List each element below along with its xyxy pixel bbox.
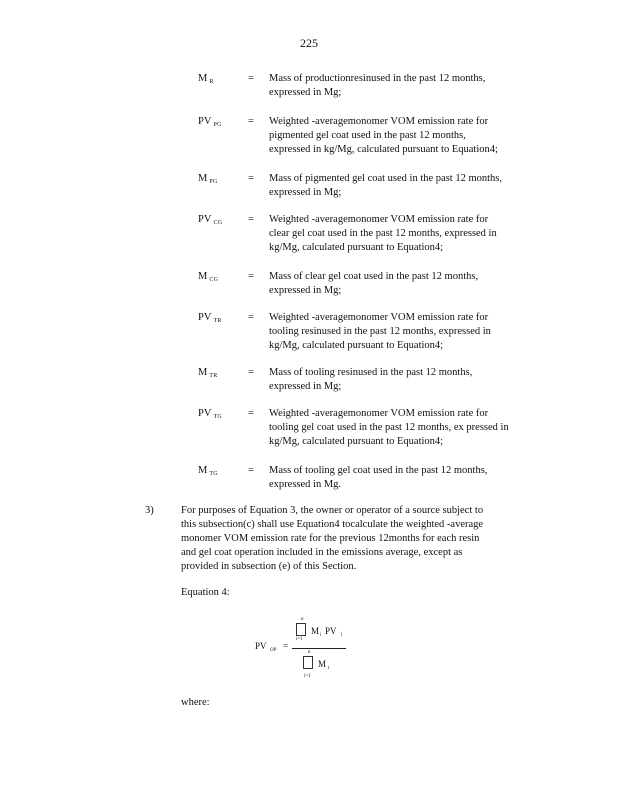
definition-line: Weighted -averagemonomer VOM emission rate for: [269, 312, 489, 323]
symbol-subscript: PG: [209, 179, 218, 185]
symbol-base: PV: [198, 214, 212, 225]
paragraph-line: this subsection(c) shall use Equation4 tocalculate the weighted -average: [181, 519, 484, 530]
definition-line: kg/Mg, calculated pursuant to Equation4;: [269, 436, 444, 447]
definition-line: Mass of clear gel coat used in the past 12 months,: [269, 271, 479, 282]
symbol-base: M: [198, 367, 208, 378]
definition-line: Mass of pigmented gel coat used in the past 12 months,: [269, 173, 503, 184]
definition-line: Weighted -averagemonomer VOM emission rate for: [269, 214, 489, 225]
numerator-mass-term: M: [311, 626, 320, 636]
symbol-base: M: [198, 173, 208, 184]
equation-label: Equation 4:: [181, 587, 230, 598]
definition-line: clear gel coat used in the past 12 months, expressed in: [269, 228, 497, 239]
definition-line: expressed in Mg;: [269, 285, 342, 296]
symbol-subscript: CG: [209, 277, 219, 283]
formula-lhs-subscript: OP: [270, 648, 277, 653]
numerator-sum-upper-limit: n: [301, 617, 304, 622]
definition-line: Weighted -averagemonomer VOM emission rate for: [269, 116, 489, 127]
fraction-bar: [292, 648, 346, 649]
definition-line: tooling resinused in the past 12 months, expressed in: [269, 326, 491, 337]
formula-lhs: PV: [255, 641, 267, 651]
definition-line: kg/Mg, calculated pursuant to Equation4;: [269, 340, 444, 351]
definition-line: tooling gel coat used in the past 12 months, ex pressed in: [269, 422, 509, 433]
numerator-sum-lower-limit: i=1: [296, 637, 303, 642]
definition-equals: =: [248, 173, 254, 184]
definition-line: expressed in kg/Mg, calculated pursuant to Equation4;: [269, 144, 498, 155]
denominator-mass-subscript: i: [328, 666, 330, 671]
definition-line: pigmented gel coat used in the past 12 months,: [269, 130, 466, 141]
symbol-subscript: TG: [213, 414, 223, 420]
definition-equals: =: [248, 367, 254, 378]
numerator-pv-subscript: i: [341, 633, 343, 638]
symbol-base: M: [198, 271, 208, 282]
definition-line: expressed in Mg;: [269, 187, 342, 198]
symbol-subscript: TR: [213, 318, 222, 324]
page-number: 225: [300, 36, 318, 50]
where-label: where:: [181, 697, 210, 708]
definition-line: expressed in Mg;: [269, 87, 342, 98]
symbol-subscript: R: [209, 79, 214, 85]
symbol-subscript: CG: [213, 220, 223, 226]
definition-line: expressed in Mg.: [269, 479, 342, 490]
denominator-sum-lower-limit: i=1: [304, 674, 311, 679]
summation-icon: [303, 656, 313, 669]
definition-equals: =: [248, 312, 254, 323]
summation-icon: [296, 623, 306, 636]
definition-equals: =: [248, 116, 254, 127]
symbol-base: M: [198, 73, 208, 84]
definition-line: Weighted -averagemonomer VOM emission rate for: [269, 408, 489, 419]
numerator-mass-subscript: i: [320, 633, 322, 638]
definition-equals: =: [248, 465, 254, 476]
paragraph-line: monomer VOM emission rate for the previous 12months for each resin: [181, 533, 480, 544]
symbol-base: PV: [198, 312, 212, 323]
denominator-sum-upper-limit: n: [308, 650, 311, 655]
definition-line: Mass of tooling gel coat used in the past 12 months,: [269, 465, 488, 476]
definition-line: Mass of productionresinused in the past 12 months,: [269, 73, 486, 84]
paragraph-line: For purposes of Equation 3, the owner or operator of a source subject to: [181, 505, 484, 516]
formula-equals: =: [283, 641, 289, 651]
symbol-subscript: PG: [213, 122, 222, 128]
definition-equals: =: [248, 271, 254, 282]
symbol-base: PV: [198, 116, 212, 127]
definition-line: kg/Mg, calculated pursuant to Equation4;: [269, 242, 444, 253]
denominator-mass-term: M: [318, 659, 327, 669]
definition-equals: =: [248, 73, 254, 84]
paragraph-line: provided in subsection (e) of this Section.: [181, 561, 357, 572]
symbol-subscript: TG: [209, 471, 218, 477]
definition-equals: =: [248, 408, 254, 419]
definition-line: expressed in Mg;: [269, 381, 342, 392]
paragraph-number: 3): [145, 505, 154, 516]
numerator-pv-term: PV: [325, 626, 337, 636]
symbol-base: PV: [198, 408, 212, 419]
definition-equals: =: [248, 214, 254, 225]
symbol-base: M: [198, 465, 208, 476]
symbol-subscript: TR: [209, 373, 218, 379]
paragraph-line: and gel coat operation included in the emissions average, except as: [181, 547, 463, 558]
definition-line: Mass of tooling resinused in the past 12 months,: [269, 367, 473, 378]
